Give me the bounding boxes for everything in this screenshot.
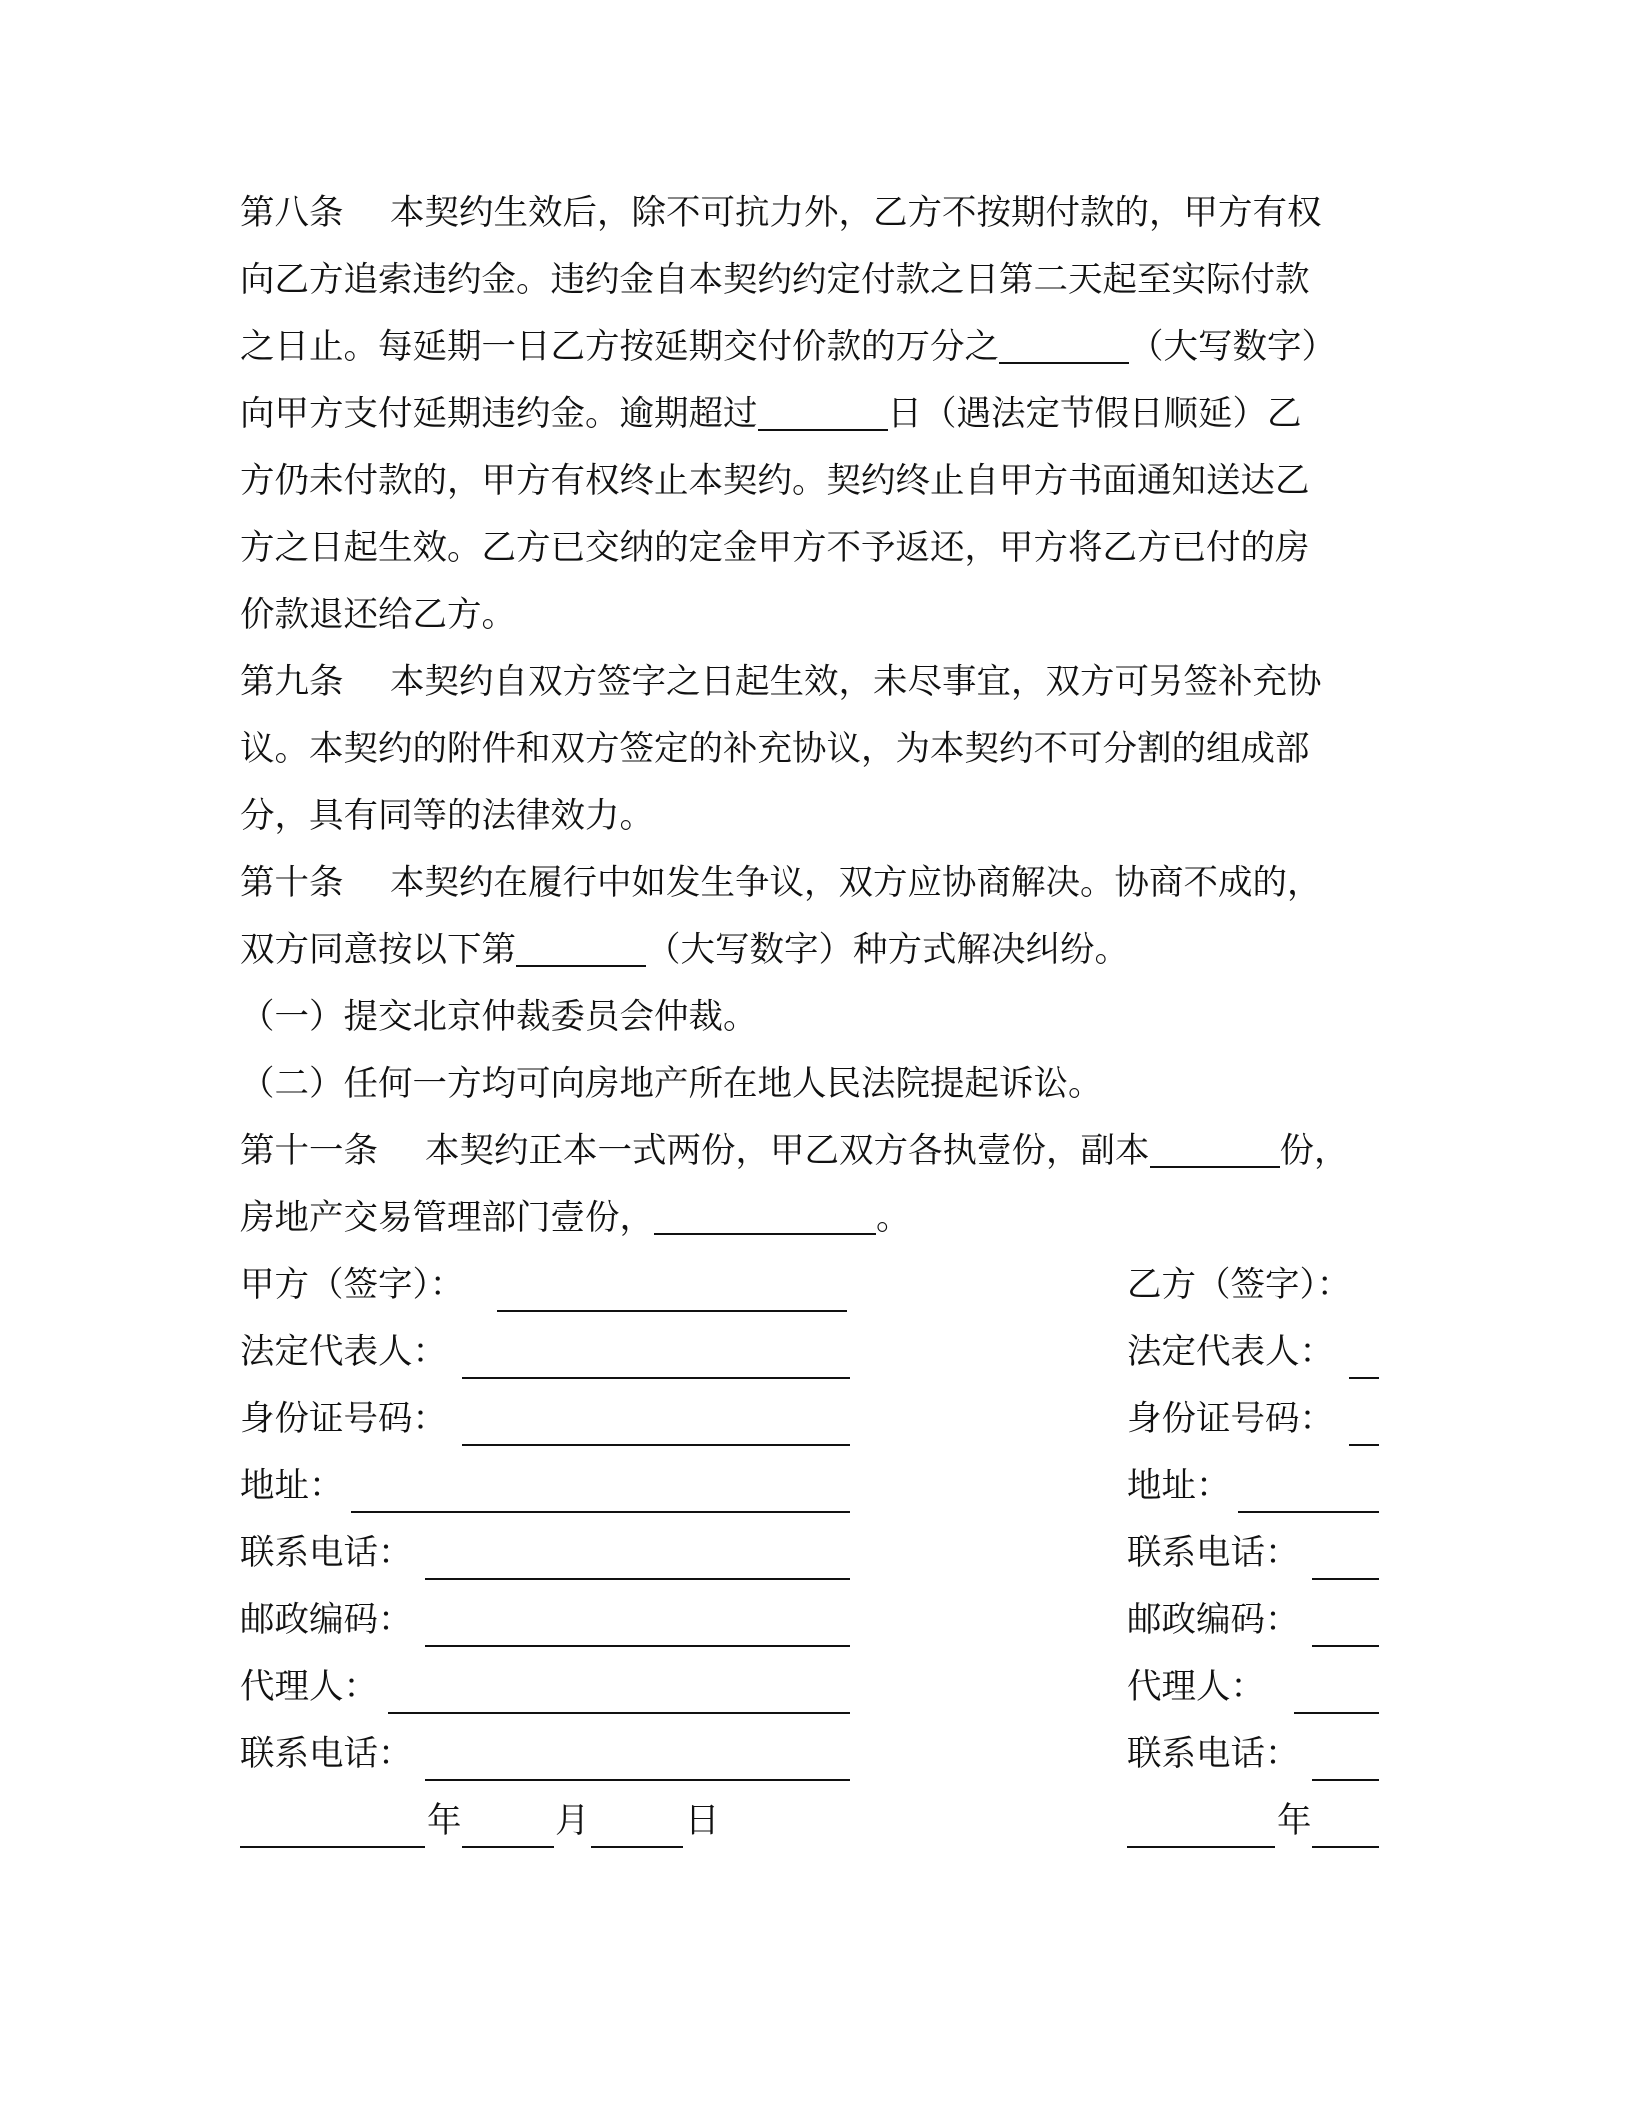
party-a-legal-rep-field[interactable]: [462, 1377, 850, 1379]
party-b-agent-phone-field[interactable]: [1312, 1779, 1379, 1781]
party-b-sign-row: 乙方（签字）：: [1127, 1265, 1352, 1305]
party-a-year-field[interactable]: [240, 1846, 425, 1848]
article-10-option-1: （一）提交北京仲裁委员会仲裁。: [240, 997, 758, 1037]
party-b-postcode-field[interactable]: [1312, 1645, 1379, 1647]
party-b-address-row: 地址：: [1127, 1453, 1382, 1520]
article-8-line-4: 向甲方支付延期违约金。逾期超过 日（遇法定节假日顺延）乙: [240, 381, 1302, 448]
party-a-month-label: 月: [555, 1801, 590, 1841]
party-b-year-label: 年: [1277, 1801, 1312, 1841]
party-a-day-field[interactable]: [591, 1846, 683, 1848]
article-10-option-2: （二）任何一方均可向房地产所在地人民法院提起诉讼。: [240, 1064, 1103, 1104]
party-a-day-label: 日: [685, 1801, 720, 1841]
article-9-line-2: 议。本契约的附件和双方签定的补充协议，为本契约不可分割的组成部: [240, 729, 1310, 769]
other-copies-blank[interactable]: [654, 1185, 876, 1235]
article-8-line-5: 方仍未付款的，甲方有权终止本契约。契约终止自甲方书面通知送达乙: [240, 461, 1310, 501]
article-9-line-3: 分，具有同等的法律效力。: [240, 796, 654, 836]
party-a-postcode-row: 邮政编码：: [240, 1587, 860, 1654]
party-b-phone-field[interactable]: [1312, 1578, 1379, 1580]
article-9-label: 第九条: [240, 662, 344, 702]
party-a-sign-field[interactable]: [497, 1310, 847, 1312]
dispute-method-blank[interactable]: [516, 917, 646, 967]
party-a-phone-row: 联系电话：: [240, 1520, 860, 1587]
party-a-legal-rep-row: 法定代表人：: [240, 1319, 860, 1386]
article-8-line-2: 向乙方追索违约金。违约金自本契约约定付款之日第二天起至实际付款: [240, 260, 1310, 300]
party-b-phone-row: 联系电话：: [1127, 1520, 1382, 1587]
party-a-agent-phone-field[interactable]: [425, 1779, 850, 1781]
article-11-label: 第十一条: [240, 1131, 378, 1171]
party-b-id-row: 身份证号码：: [1127, 1386, 1382, 1453]
party-b-postcode-row: 邮政编码：: [1127, 1587, 1382, 1654]
party-a-year-label: 年: [427, 1801, 462, 1841]
party-a-id-row: 身份证号码：: [240, 1386, 860, 1453]
party-a-phone-field[interactable]: [425, 1578, 850, 1580]
party-a-agent-phone-row: 联系电话：: [240, 1721, 860, 1788]
party-a-sign-row: 甲方（签字）：: [240, 1252, 860, 1319]
article-10-line-2: 双方同意按以下第 （大写数字）种方式解决纠纷。: [240, 917, 1129, 984]
article-11-line-1: 第十一条 本契约正本一式两份，甲乙双方各执壹份，副本 份，: [240, 1118, 1349, 1185]
party-b-agent-row: 代理人：: [1127, 1654, 1382, 1721]
article-10-line-1: 第十条 本契约在履行中如发生争议，双方应协商解决。协商不成的，: [240, 850, 1322, 917]
article-8-line-6: 方之日起生效。乙方已交纳的定金甲方不予返还，甲方将乙方已付的房: [240, 528, 1310, 568]
article-8-line-1: 第八条 本契约生效后，除不可抗力外，乙方不按期付款的，甲方有权: [240, 180, 1322, 247]
article-9-line-1: 第九条 本契约自双方签字之日起生效，未尽事宜，双方可另签补充协: [240, 649, 1322, 716]
article-8-label: 第八条: [240, 193, 344, 233]
party-a-address-field[interactable]: [351, 1511, 850, 1513]
party-b-agent-field[interactable]: [1294, 1712, 1379, 1714]
party-b-address-field[interactable]: [1238, 1511, 1379, 1513]
party-b-legal-rep-field[interactable]: [1349, 1377, 1379, 1379]
party-b-year-field[interactable]: [1127, 1846, 1275, 1848]
copies-count-blank[interactable]: [1150, 1118, 1280, 1168]
party-b-month-field[interactable]: [1312, 1846, 1379, 1848]
party-b-id-field[interactable]: [1349, 1444, 1379, 1446]
article-11-line-2: 房地产交易管理部门壹份， 。: [240, 1185, 911, 1252]
party-a-agent-field[interactable]: [388, 1712, 850, 1714]
article-10-label: 第十条: [240, 863, 344, 903]
party-b-legal-rep-row: 法定代表人：: [1127, 1319, 1382, 1386]
penalty-rate-blank[interactable]: [999, 314, 1129, 364]
party-b-date-row: [1127, 1788, 1382, 1855]
party-a-address-row: 地址：: [240, 1453, 860, 1520]
party-a-date-row: [240, 1788, 860, 1855]
party-a-id-field[interactable]: [462, 1444, 850, 1446]
party-b-agent-phone-row: 联系电话：: [1127, 1721, 1382, 1788]
party-a-postcode-field[interactable]: [425, 1645, 850, 1647]
party-a-month-field[interactable]: [462, 1846, 554, 1848]
article-8-line-3: 之日止。每延期一日乙方按延期交付价款的万分之 （大写数字）: [240, 314, 1336, 381]
party-a-agent-row: 代理人：: [240, 1654, 860, 1721]
article-8-line-7: 价款退还给乙方。: [240, 595, 516, 635]
overdue-days-blank[interactable]: [758, 381, 888, 431]
